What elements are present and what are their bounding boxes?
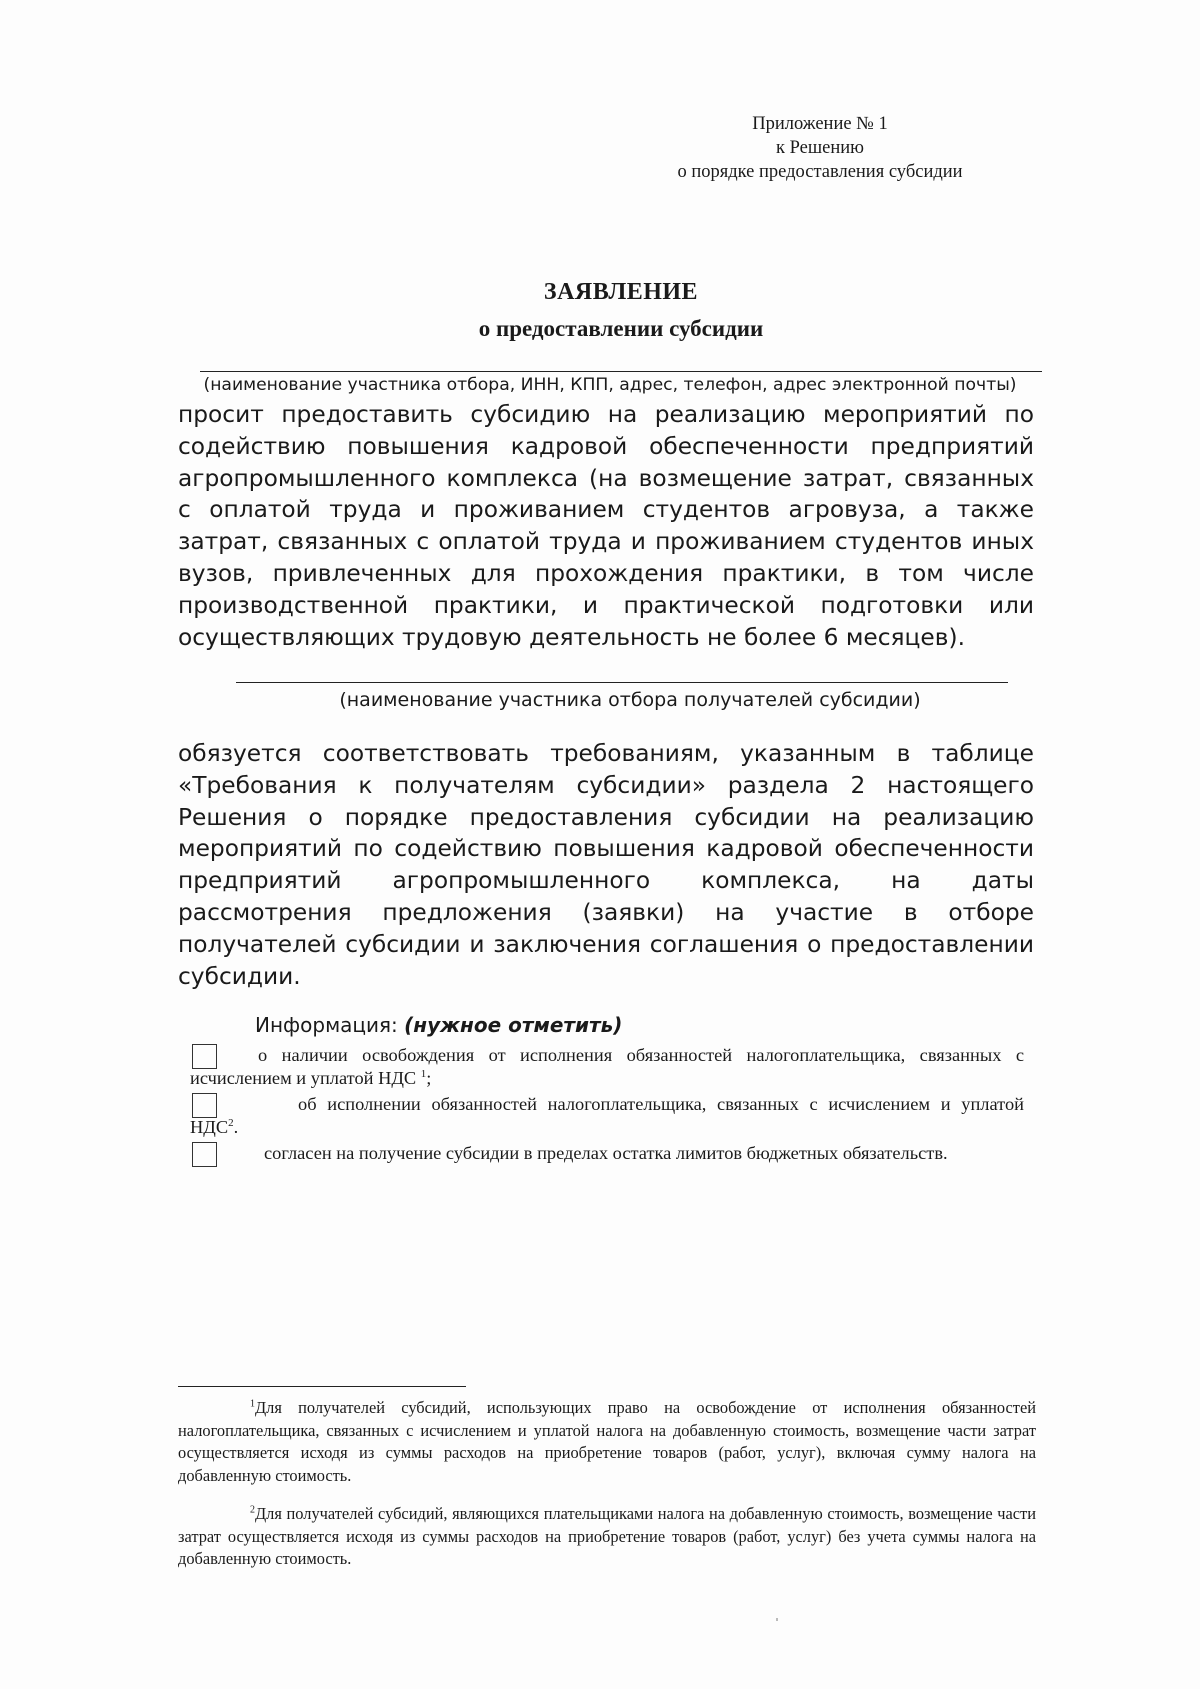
applicant-name-field-line[interactable] [200, 371, 1042, 372]
vat-exemption-text: о наличии освобождения от исполнения обязанностей налогоплательщика, связанных с исчислением и уплатой НДС [190, 1045, 1024, 1088]
footnote-2-mark: 2 [250, 1504, 255, 1516]
applicant-field-caption: (наименование участника отбора, ИНН, КПП, адрес, телефон, адрес электронной почты) [203, 375, 1017, 395]
info-hint: (нужное отметить) [404, 1013, 623, 1037]
info-label: Информация: [255, 1013, 398, 1037]
footnote-1-mark: 1 [250, 1398, 255, 1410]
footnote-1 [178, 1397, 1036, 1487]
appendix-reference [620, 112, 1020, 184]
info-heading [255, 1013, 622, 1037]
appendix-number: Приложение № 1 [752, 114, 888, 134]
appendix-decision: к Решению [776, 138, 864, 158]
vat-exemption-footnote-mark: 1 [420, 1067, 427, 1080]
budget-limit-consent-text: согласен на получение субсидии в пределах остатка лимитов бюджетных обязательств. [264, 1143, 948, 1163]
request-paragraph: просит предоставить субсидию на реализацию мероприятий по содействию повышения кадровой обеспеченности предприятий агропромышленного комплекса (на возмещение затрат, связанных с оплатой труда и проживанием студентов агровуза, а также затрат, связанных с оплатой труда и проживанием студентов иных вузов, привлеченных для прохождения практики, в том числе производственной практики, и практической подготовки или осуществляющих трудовую деятельность не более 6 месяцев). [178, 401, 1034, 651]
appendix-subject: о порядке предоставления субсидии [677, 162, 963, 182]
footnote-2 [178, 1503, 1036, 1571]
footnote-1-text: Для получателей субсидий, использующих право на освобождение от исполнения обязанностей налогоплательщика, связанных с исчислением и уплатой налога на добавленную стоимость, возмещение части затрат осуществляется исходя из суммы расходов на приобретение товаров (работ, услуг), включая сумму налога на добавленную стоимость. [178, 1398, 1036, 1485]
participant-field-caption: (наименование участника отбора получателей субсидии) [339, 689, 921, 711]
scan-artifact [776, 1618, 778, 1621]
vat-payer-end: . [233, 1117, 239, 1137]
document-title: ЗАЯВЛЕНИЕ [543, 279, 699, 305]
vat-payer-footnote-mark: 2 [228, 1116, 234, 1129]
vat-exemption-end: ; [426, 1068, 432, 1088]
vat-exemption-option [190, 1044, 1024, 1090]
footnote-separator [178, 1386, 466, 1387]
vat-payer-text: об исполнении обязанностей налогоплательщика, связанных с исчислением и уплатой НДС [190, 1094, 1024, 1137]
document-subtitle: о предоставлении субсидии [478, 316, 764, 341]
budget-limit-consent-option [190, 1142, 1024, 1165]
footnote-2-text: Для получателей субсидий, являющихся плательщиками налога на добавленную стоимость, возмещение части затрат осуществляется исходя из суммы расходов на приобретение товаров (работ, услуг) без учета суммы налога на добавленную стоимость. [178, 1504, 1036, 1568]
participant-name-field-line[interactable] [236, 682, 1008, 683]
vat-payer-option [190, 1093, 1024, 1139]
obligation-paragraph: обязуется соответствовать требованиям, указанным в таблице «Требования к получателям субсидии» раздела 2 настоящего Решения о порядке предоставления субсидии на реализацию мероприятий по содействию повышения кадровой обеспеченности предприятий агропромышленного комплекса, на даты рассмотрения предложения (заявки) на участие в отборе получателей субсидии и заключения соглашения о предоставлении субсидии. [178, 740, 1034, 990]
